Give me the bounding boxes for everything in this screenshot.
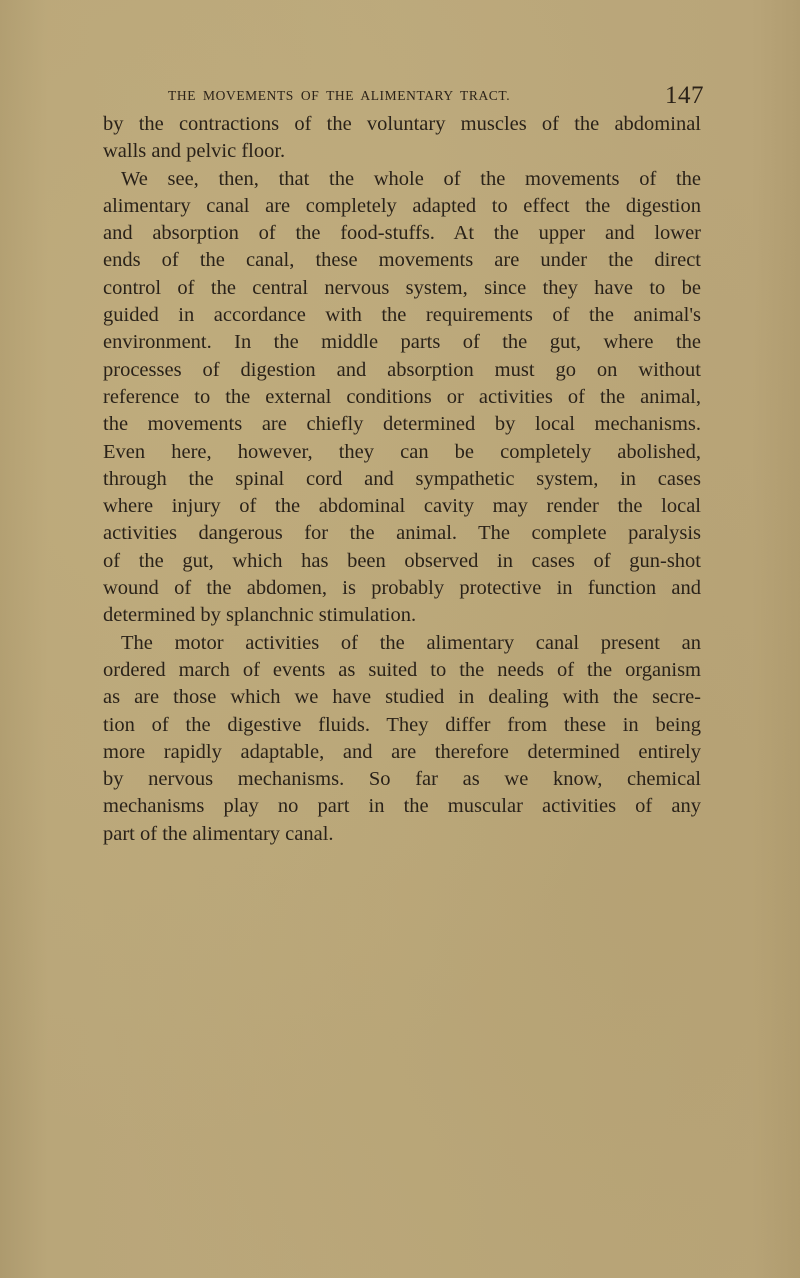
text-line: mechanisms play no part in the muscular activities of any	[103, 795, 701, 818]
text-line: as are those which we have studied in dealing with the secre-	[103, 686, 701, 709]
text-line: environment. In the middle parts of the gut, where the	[103, 331, 701, 354]
text-line: and absorption of the food-stuffs. At the upper and lower	[103, 222, 701, 245]
text-line: ends of the canal, these movements are under the direct	[103, 249, 701, 272]
text-line: ordered march of events as suited to the needs of the organism	[103, 658, 701, 681]
text-line: part of the alimentary canal.	[103, 822, 334, 845]
text-line: where injury of the abdominal cavity may render the local	[103, 495, 701, 518]
text-line: of the gut, which has been observed in cases of gun-shot	[103, 549, 701, 572]
text-line: tion of the digestive fluids. They differ from these in being	[103, 713, 701, 736]
text-line: reference to the external conditions or activities of the animal,	[103, 385, 701, 408]
text-line: The motor activities of the alimentary canal present an	[121, 631, 701, 654]
text-line: alimentary canal are completely adapted to effect the digestion	[103, 194, 701, 217]
body-text	[103, 111, 701, 848]
running-title: THE MOVEMENTS OF THE ALIMENTARY TRACT.	[168, 88, 511, 103]
text-line: the movements are chiefly determined by local mechanisms.	[103, 413, 701, 436]
page-number: 147	[665, 82, 704, 109]
text-line: by the contractions of the voluntary muscles of the abdominal	[103, 113, 701, 135]
text-line: through the spinal cord and sympathetic system, in cases	[103, 467, 701, 490]
text-line: control of the central nervous system, since they have to be	[103, 276, 701, 299]
text-line: activities dangerous for the animal. The complete paralysis	[103, 522, 701, 545]
running-head	[168, 84, 704, 114]
text-line: Even here, however, they can be completely abolished,	[103, 440, 701, 463]
text-line: guided in accordance with the requirements of the animal's	[103, 304, 701, 327]
text-line: determined by splanchnic stimulation.	[103, 604, 417, 627]
text-line: We see, then, that the whole of the movements of the	[121, 167, 701, 190]
text-line: processes of digestion and absorption must go on without	[103, 358, 701, 381]
text-line: by nervous mechanisms. So far as we know, chemical	[103, 768, 701, 791]
text-line: wound of the abdomen, is probably protective in function and	[103, 577, 701, 600]
text-line: walls and pelvic floor.	[103, 140, 286, 163]
text-line: more rapidly adaptable, and are therefore determined entirely	[103, 740, 701, 763]
